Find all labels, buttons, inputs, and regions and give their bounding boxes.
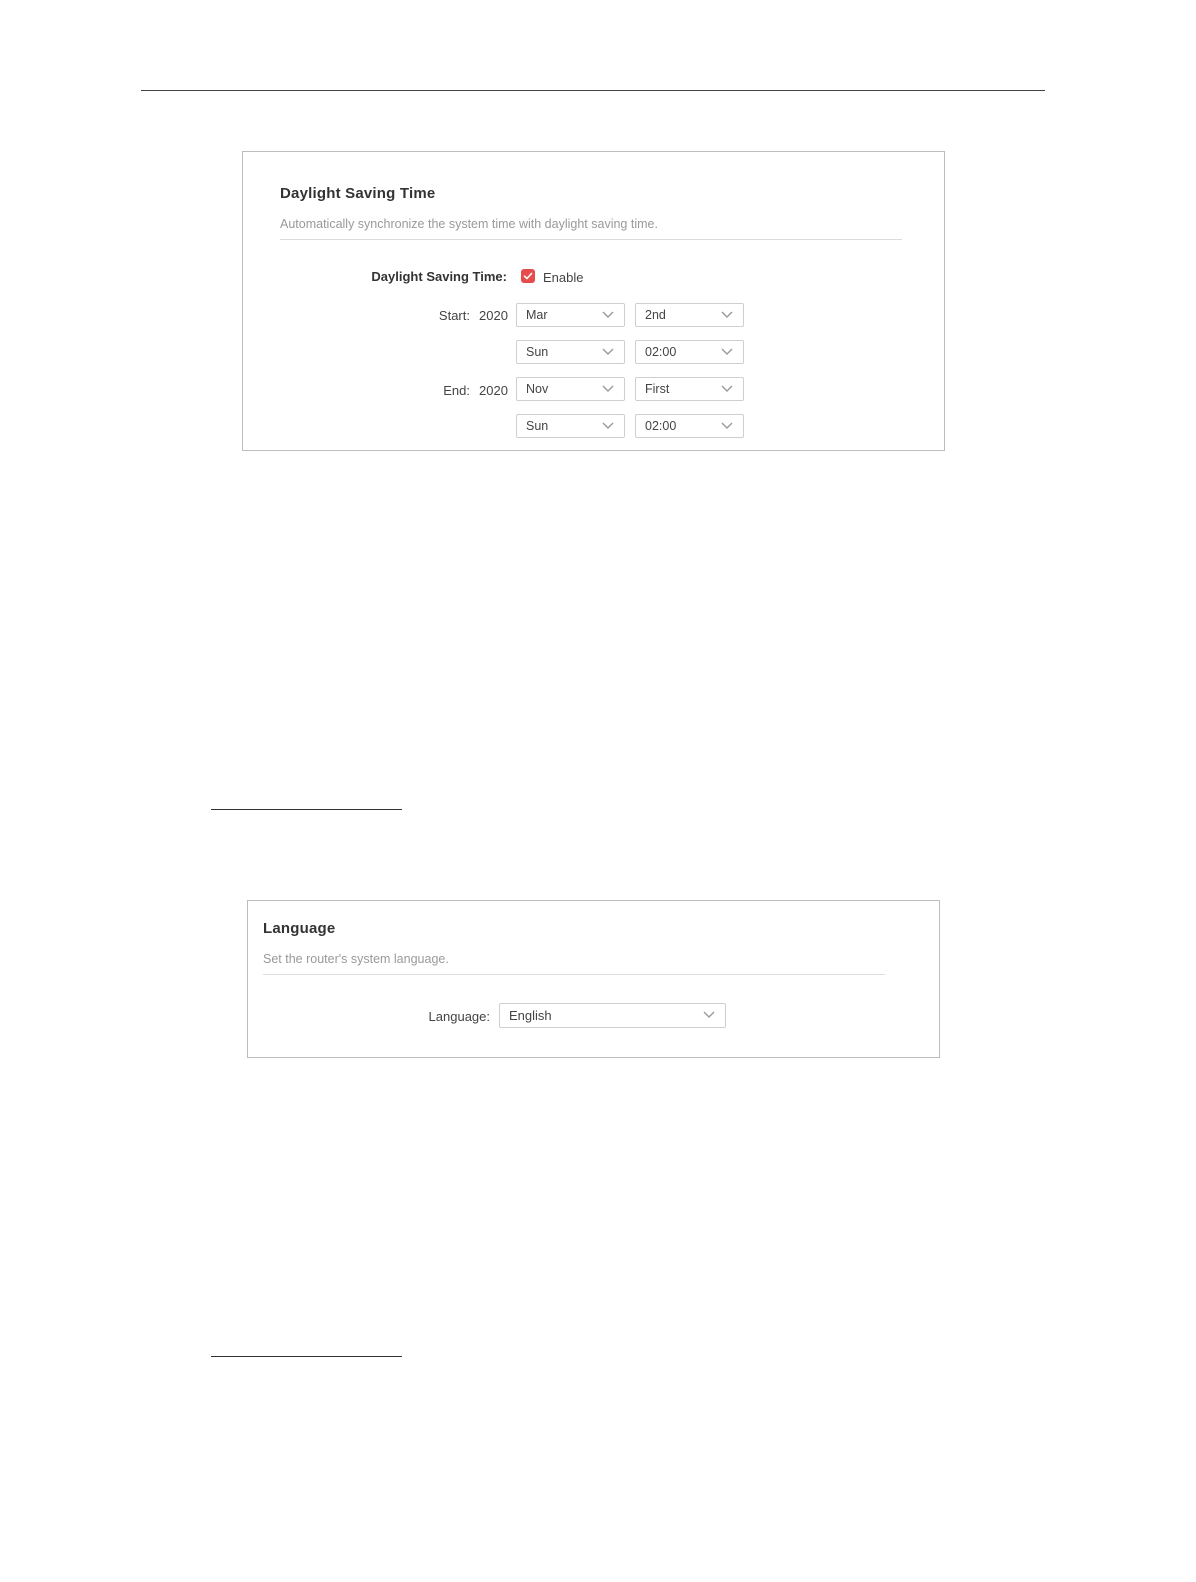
chevron-down-icon bbox=[721, 422, 733, 430]
chevron-down-icon bbox=[703, 1011, 715, 1019]
language-label: Language: bbox=[428, 1009, 490, 1024]
chevron-down-icon bbox=[602, 385, 614, 393]
header-rule bbox=[141, 90, 1045, 91]
chevron-down-icon bbox=[602, 311, 614, 319]
dst-enable-checkbox[interactable] bbox=[521, 269, 535, 283]
end-year: 2020 bbox=[479, 383, 508, 398]
panel-divider bbox=[280, 239, 902, 240]
panel-title: Daylight Saving Time bbox=[280, 185, 436, 202]
start-time-value: 02:00 bbox=[645, 345, 677, 359]
daylight-saving-panel bbox=[242, 151, 945, 451]
start-label: Start: bbox=[438, 308, 470, 323]
end-month-select[interactable] bbox=[516, 377, 625, 401]
end-week-value: First bbox=[645, 382, 670, 396]
chevron-down-icon bbox=[602, 422, 614, 430]
end-day-select[interactable] bbox=[516, 414, 625, 438]
language-value: English bbox=[509, 1008, 552, 1023]
chevron-down-icon bbox=[721, 348, 733, 356]
end-day-value: Sun bbox=[526, 419, 549, 433]
start-day-select[interactable] bbox=[516, 340, 625, 364]
start-time-select[interactable] bbox=[635, 340, 744, 364]
start-month-value: Mar bbox=[526, 308, 548, 322]
start-month-select[interactable] bbox=[516, 303, 625, 327]
end-time-select[interactable] bbox=[635, 414, 744, 438]
footnote-rule bbox=[211, 1356, 402, 1357]
start-day-value: Sun bbox=[526, 345, 549, 359]
start-week-select[interactable] bbox=[635, 303, 744, 327]
end-week-select[interactable] bbox=[635, 377, 744, 401]
panel-description: Automatically synchronize the system time with daylight saving time. bbox=[280, 217, 658, 231]
chevron-down-icon bbox=[721, 311, 733, 319]
panel-description: Set the router's system language. bbox=[263, 952, 449, 966]
panel-divider bbox=[263, 974, 885, 975]
footnote-rule bbox=[211, 809, 402, 810]
chevron-down-icon bbox=[602, 348, 614, 356]
end-month-value: Nov bbox=[526, 382, 549, 396]
dst-field-label: Daylight Saving Time: bbox=[371, 269, 507, 284]
language-panel bbox=[247, 900, 940, 1058]
panel-title: Language bbox=[263, 920, 336, 937]
start-week-value: 2nd bbox=[645, 308, 666, 322]
end-label: End: bbox=[443, 383, 470, 398]
checkmark-icon bbox=[523, 271, 533, 281]
start-year: 2020 bbox=[479, 308, 508, 323]
language-select[interactable] bbox=[499, 1003, 726, 1028]
chevron-down-icon bbox=[721, 385, 733, 393]
end-time-value: 02:00 bbox=[645, 419, 677, 433]
dst-enable-label[interactable]: Enable bbox=[543, 270, 584, 285]
